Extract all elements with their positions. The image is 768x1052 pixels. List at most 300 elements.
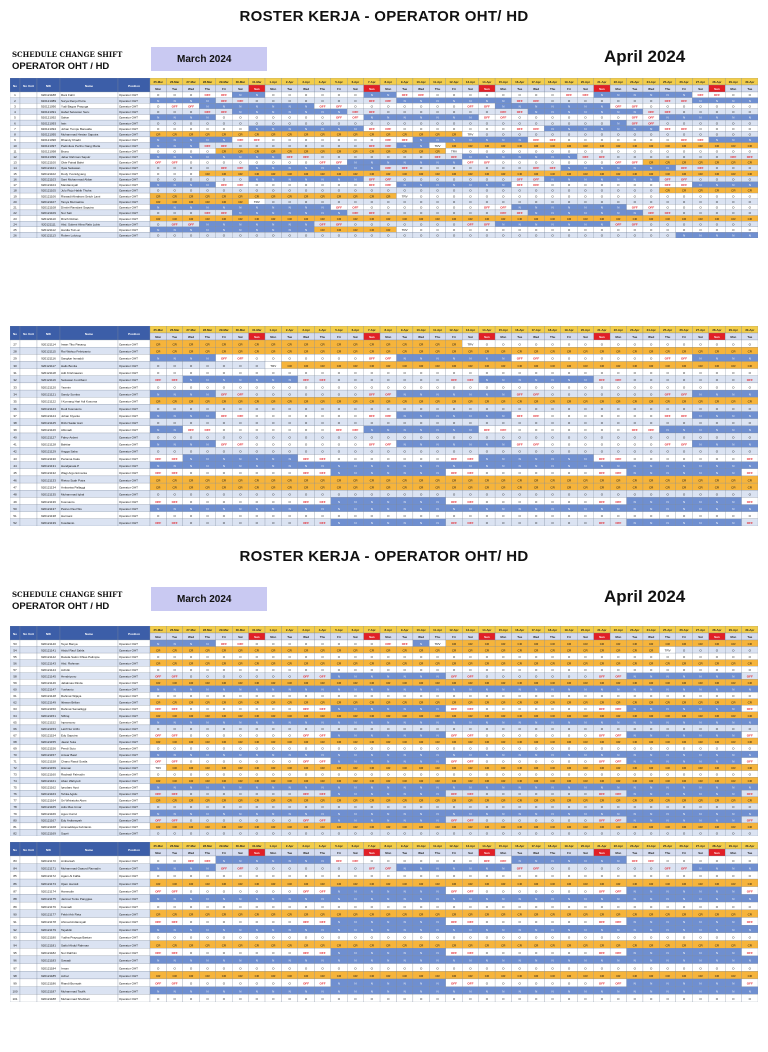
shift-label: O [173, 177, 176, 182]
shift-label: OFF [335, 160, 342, 165]
shift-label: N [567, 378, 571, 383]
shift-label: O [304, 428, 308, 433]
shift-label: OFF [664, 413, 671, 418]
shift-label: N [157, 392, 160, 397]
shift-label: N [567, 154, 571, 159]
shift-label: N [485, 378, 488, 383]
shift-label: O [337, 435, 341, 440]
shift-label: CR [238, 216, 243, 221]
shift-label: N [502, 356, 505, 361]
shift-label: O [157, 406, 160, 411]
shift-label: N [715, 471, 719, 476]
shift-label: O [584, 183, 587, 188]
date-label: 12-Apr [449, 328, 459, 332]
shift-label: CR [501, 363, 506, 368]
shift-label: O [715, 154, 719, 159]
shift-label: N [584, 222, 587, 227]
shift-label: CR [698, 363, 703, 368]
shift-label: CR [468, 478, 473, 483]
shift-label: O [600, 356, 604, 361]
shift-label: O [255, 160, 258, 165]
row-text-name: Teyet Banya [61, 641, 78, 646]
shift-label: O [304, 370, 308, 375]
shift-label: O [370, 449, 374, 454]
shift-label: O [502, 406, 505, 411]
row-text-name: Sahar [61, 115, 70, 120]
shift-label: O [370, 370, 374, 375]
date-label: 25-Apr [663, 328, 673, 332]
shift-label: CR [714, 216, 720, 221]
shift-label: N [535, 463, 538, 468]
shift-label: O [157, 110, 160, 115]
shift-label: O [239, 471, 242, 476]
shift-label: O [239, 233, 242, 238]
shift-label: O [584, 342, 587, 347]
schedule-label: SCHEDULE CHANGE SHIFT [12, 590, 123, 599]
shift-label: O [650, 492, 653, 497]
shift-label: OFF [467, 160, 474, 165]
shift-label: O [354, 356, 357, 361]
shift-label: O [715, 385, 719, 390]
shift-label: N [288, 456, 291, 461]
shift-label: O [189, 177, 193, 182]
day-label: Tue [632, 635, 638, 639]
shift-label: O [157, 171, 160, 176]
shift-label: CR [435, 216, 440, 221]
shift-label: OFF [549, 166, 556, 171]
shift-label: CR [517, 648, 522, 653]
shift-label: O [469, 177, 472, 182]
row-text-no: 40 [13, 435, 17, 440]
shift-label: O [567, 499, 571, 504]
day-label: Mon [500, 87, 507, 91]
shift-label: N [222, 154, 226, 159]
row-text-pos: Operator OHT [119, 421, 139, 426]
shift-label: O [354, 154, 357, 159]
shift-label: N [584, 110, 587, 115]
shift-label: N [502, 98, 505, 103]
shift-label: O [288, 160, 291, 165]
shift-label: O [617, 356, 620, 361]
shift-label: O [469, 205, 472, 210]
shift-label: N [584, 506, 587, 511]
shift-label: O [288, 143, 291, 148]
shift-label: O [387, 492, 390, 497]
shift-label: O [715, 456, 719, 461]
shift-label: OFF [516, 126, 523, 131]
shift-label: O [732, 121, 735, 126]
day-label: Fri [337, 87, 341, 91]
shift-label: O [206, 406, 209, 411]
shift-label: O [288, 521, 291, 526]
row-text-pos: Operator OHT [119, 166, 139, 171]
shift-label: O [732, 194, 735, 199]
shift-label: O [255, 413, 258, 418]
shift-label: CR [533, 478, 539, 483]
shift-label: O [699, 205, 702, 210]
row-text-pos: Operator OHT [119, 654, 139, 659]
shift-label: O [304, 183, 308, 188]
shift-label: O [239, 126, 242, 131]
shift-label: O [272, 160, 275, 165]
shift-label: N [502, 413, 505, 418]
row-text-nrp: 920121103 [41, 177, 56, 182]
shift-label: CR [303, 478, 309, 483]
shift-label: O [222, 654, 226, 659]
day-label: Mon [500, 635, 507, 639]
shift-label: OFF [746, 154, 753, 159]
shift-label: CR [320, 349, 325, 354]
shift-label: O [633, 149, 636, 154]
date-label: 28-Mar [202, 328, 213, 332]
shift-label: CR [238, 342, 243, 347]
shift-label: N [715, 463, 719, 468]
shift-label: O [337, 98, 341, 103]
shift-label: O [534, 492, 538, 497]
shift-label: O [370, 385, 374, 390]
shift-label: N [666, 521, 669, 526]
shift-label: O [157, 93, 160, 98]
shift-label: O [419, 378, 423, 383]
shift-label: O [403, 406, 406, 411]
shift-label: N [255, 456, 258, 461]
shift-label: N [189, 154, 193, 159]
shift-label: O [354, 222, 357, 227]
shift-label: O [419, 406, 423, 411]
shift-label: OFF [582, 154, 589, 159]
row-cell-unit [20, 193, 37, 199]
shift-label: O [206, 149, 209, 154]
shift-label: N [370, 115, 373, 120]
shift-label: O [272, 654, 275, 659]
row-text-pos: Operator OHT [119, 456, 139, 461]
shift-label: O [288, 233, 291, 238]
shift-label: CR [649, 648, 654, 653]
shift-label: O [288, 421, 291, 426]
shift-label: OFF [516, 177, 523, 182]
shift-label: O [748, 492, 751, 497]
shift-label: O [732, 177, 735, 182]
row-text-name: Sandy Somba [61, 392, 80, 397]
shift-label: O [206, 654, 209, 659]
shift-label: N [157, 428, 160, 433]
day-label: Sun [254, 635, 260, 639]
shift-label: CR [468, 485, 473, 490]
shift-label: O [387, 154, 390, 159]
shift-label: CR [550, 216, 555, 221]
shift-label: N [239, 456, 242, 461]
shift-label: N [469, 506, 472, 511]
shift-label: O [403, 378, 406, 383]
shift-label: OFF [664, 98, 671, 103]
date-label: 30-Apr [745, 628, 755, 632]
row-text-nrp: 920121117 [41, 363, 56, 368]
shift-label: O [748, 514, 751, 519]
shift-label: O [551, 93, 554, 98]
shift-label: CR [632, 143, 637, 148]
shift-label: O [419, 421, 423, 426]
shift-label: N [518, 205, 521, 210]
shift-label: O [222, 126, 226, 131]
shift-label: CR [238, 399, 243, 404]
date-label: 31-Mar [252, 80, 262, 84]
day-label: Mon [155, 335, 162, 339]
day-label: Thu [204, 87, 211, 91]
shift-label: N [288, 110, 291, 115]
date-label: 25-Mar [153, 328, 163, 332]
shift-label: N [436, 115, 439, 120]
shift-label: O [337, 143, 341, 148]
shift-label: N [600, 463, 603, 468]
shift-label: O [650, 104, 653, 109]
shift-label: CR [336, 648, 342, 653]
shift-label: O [157, 126, 160, 131]
shift-label: O [272, 492, 275, 497]
shift-label: CR [156, 132, 161, 137]
row-text-pos: Operator OHT [119, 211, 139, 216]
row-cell-unit [20, 120, 37, 126]
date-label: 28-Mar [202, 628, 213, 632]
shift-label: CR [550, 641, 555, 646]
day-label: Sat [238, 335, 243, 339]
day-label: Wed [533, 335, 540, 339]
shift-label: O [633, 421, 636, 426]
shift-label: O [403, 492, 406, 497]
row-text-no: 9 [14, 138, 16, 143]
shift-label: O [518, 93, 521, 98]
shift-label: N [452, 160, 456, 165]
day-label: Mon [615, 635, 622, 639]
shift-label: N [157, 205, 160, 210]
row-text-nrp: 920121101 [41, 166, 56, 171]
row-text-name: Ambarisa Pallaggi [61, 485, 86, 490]
shift-label: N [633, 110, 636, 115]
shift-label: O [304, 160, 308, 165]
shift-label: CR [353, 132, 358, 137]
shift-label: O [469, 126, 472, 131]
shift-label: O [485, 492, 489, 497]
shift-label: O [650, 385, 653, 390]
shift-label: TRV [467, 132, 474, 137]
shift-label: O [222, 406, 226, 411]
shift-label: N [157, 413, 160, 418]
shift-label: O [551, 435, 554, 440]
shift-label: N [551, 222, 554, 227]
shift-label: CR [418, 216, 424, 221]
row-text-pos: Operator OHT [119, 349, 139, 354]
shift-label: OFF [385, 98, 392, 103]
shift-label: O [436, 435, 439, 440]
date-label: 14-Apr [482, 628, 492, 632]
shift-label: N [354, 521, 357, 526]
shift-label: O [288, 449, 291, 454]
shift-label: N [584, 205, 587, 210]
shift-label: O [321, 121, 324, 126]
day-label: Tue [287, 335, 293, 339]
shift-label: OFF [237, 442, 244, 447]
row-cell-unit [20, 412, 37, 419]
shift-label: O [732, 342, 735, 347]
month-right: April 2024 [604, 587, 686, 606]
date-label: 21-Apr [597, 628, 607, 632]
shift-label: O [732, 406, 735, 411]
shift-label: N [633, 499, 636, 504]
date-label: 11-Apr [433, 80, 443, 84]
shift-label: OFF [648, 121, 655, 126]
shift-label: N [732, 471, 735, 476]
shift-label: O [387, 188, 390, 193]
shift-label: O [173, 233, 176, 238]
shift-label: O [502, 194, 505, 199]
shift-label: N [715, 506, 719, 511]
shift-label: O [239, 143, 242, 148]
shift-label: CR [386, 216, 391, 221]
shift-label: CR [616, 216, 621, 221]
shift-label: N [206, 442, 209, 447]
row-text-name: Rai Wahyu Febriyanto [61, 349, 91, 354]
row-text-no: 43 [13, 456, 17, 461]
shift-label: O [518, 160, 521, 165]
shift-label: CR [336, 132, 342, 137]
shift-label: O [633, 492, 636, 497]
shift-label: O [518, 370, 521, 375]
shift-label: N [732, 413, 735, 418]
shift-label: OFF [533, 356, 540, 361]
shift-label: O [354, 456, 357, 461]
shift-label: N [650, 521, 653, 526]
shift-label: O [288, 356, 291, 361]
shift-label: N [715, 521, 719, 526]
shift-label: CR [353, 399, 358, 404]
page-title: ROSTER KERJA - OPERATOR OHT/ HD [239, 548, 529, 565]
shift-label: CR [271, 478, 276, 483]
shift-label: O [354, 104, 357, 109]
row-text-pos: Operator OHT [119, 132, 139, 137]
shift-label: N [354, 463, 357, 468]
shift-label: N [189, 641, 193, 646]
day-label: Thu [434, 335, 441, 339]
shift-label: N [173, 428, 176, 433]
shift-label: O [748, 227, 751, 232]
date-label: 21-Apr [597, 80, 607, 84]
shift-label: O [337, 233, 341, 238]
shift-label: O [370, 492, 374, 497]
shift-label: O [699, 132, 702, 137]
shift-label: N [436, 413, 439, 418]
shift-label: CR [402, 342, 407, 347]
shift-label: N [682, 506, 686, 511]
row-text-nrp: 920121135 [41, 492, 56, 497]
shift-label: OFF [631, 115, 638, 120]
shift-label: O [567, 115, 571, 120]
shift-label: O [518, 521, 521, 526]
shift-label: O [584, 188, 587, 193]
day-label: Wed [648, 87, 655, 91]
shift-label: CR [681, 171, 687, 176]
shift-label: OFF [220, 110, 227, 115]
shift-label: N [337, 126, 341, 131]
shift-label: N [469, 98, 472, 103]
shift-label: O [469, 110, 472, 115]
shift-label: CR [221, 194, 227, 199]
shift-label: CR [320, 485, 325, 490]
shift-label: N [600, 104, 603, 109]
shift-label: N [502, 222, 505, 227]
shift-label: CR [386, 194, 391, 199]
shift-label: N [633, 463, 636, 468]
date-label: 27-Mar [186, 628, 196, 632]
shift-label: O [699, 126, 702, 131]
shift-label: N [189, 463, 193, 468]
row-cell-unit [20, 227, 37, 233]
shift-label: N [518, 378, 521, 383]
shift-label: O [354, 392, 357, 397]
day-label: Sat [353, 87, 358, 91]
shift-label: CR [156, 648, 161, 653]
shift-label: O [255, 183, 258, 188]
shift-label: N [485, 98, 488, 103]
shift-label: O [732, 166, 735, 171]
row-text-pos: Operator OHT [119, 478, 139, 483]
shift-label: O [419, 126, 423, 131]
shift-label: CR [402, 171, 407, 176]
row-text-pos: Operator OHT [119, 199, 139, 204]
row-text-nrp: 920121136 [41, 499, 56, 504]
shift-label: CR [254, 399, 259, 404]
date-label: 19-Apr [564, 328, 574, 332]
shift-label: N [157, 442, 160, 447]
shift-label: N [518, 456, 521, 461]
shift-label: O [584, 138, 587, 143]
day-label: Wed [533, 87, 540, 91]
date-label: 25-Mar [153, 80, 163, 84]
shift-label: CR [254, 648, 259, 653]
row-cell-unit [20, 354, 37, 361]
date-label: 30-Apr [745, 328, 755, 332]
row-text-nrp: 920121137 [41, 506, 56, 511]
shift-label: O [337, 392, 341, 397]
shift-label: O [600, 121, 604, 126]
shift-label: N [535, 506, 538, 511]
shift-label: N [255, 378, 258, 383]
row-cell-unit [20, 216, 37, 222]
shift-label: OFF [615, 378, 622, 383]
shift-label: OFF [664, 110, 671, 115]
shift-label: N [682, 93, 686, 98]
shift-label: O [354, 514, 357, 519]
shift-label: CR [156, 216, 161, 221]
shift-label: CR [402, 216, 407, 221]
shift-label: O [617, 406, 620, 411]
shift-label: O [518, 132, 521, 137]
shift-label: O [436, 227, 439, 232]
shift-label: CR [533, 143, 539, 148]
shift-label: O [518, 435, 521, 440]
shift-label: N [551, 378, 554, 383]
day-label: Fri [682, 635, 686, 639]
shift-label: N [189, 456, 193, 461]
shift-label: O [666, 227, 669, 232]
shift-label: N [255, 126, 258, 131]
shift-label: CR [517, 171, 522, 176]
shift-label: CR [271, 648, 276, 653]
shift-label: O [469, 492, 472, 497]
shift-label: O [567, 392, 571, 397]
shift-label: O [567, 149, 571, 154]
shift-label: N [502, 138, 505, 143]
shift-label: O [682, 194, 686, 199]
shift-label: O [682, 370, 686, 375]
